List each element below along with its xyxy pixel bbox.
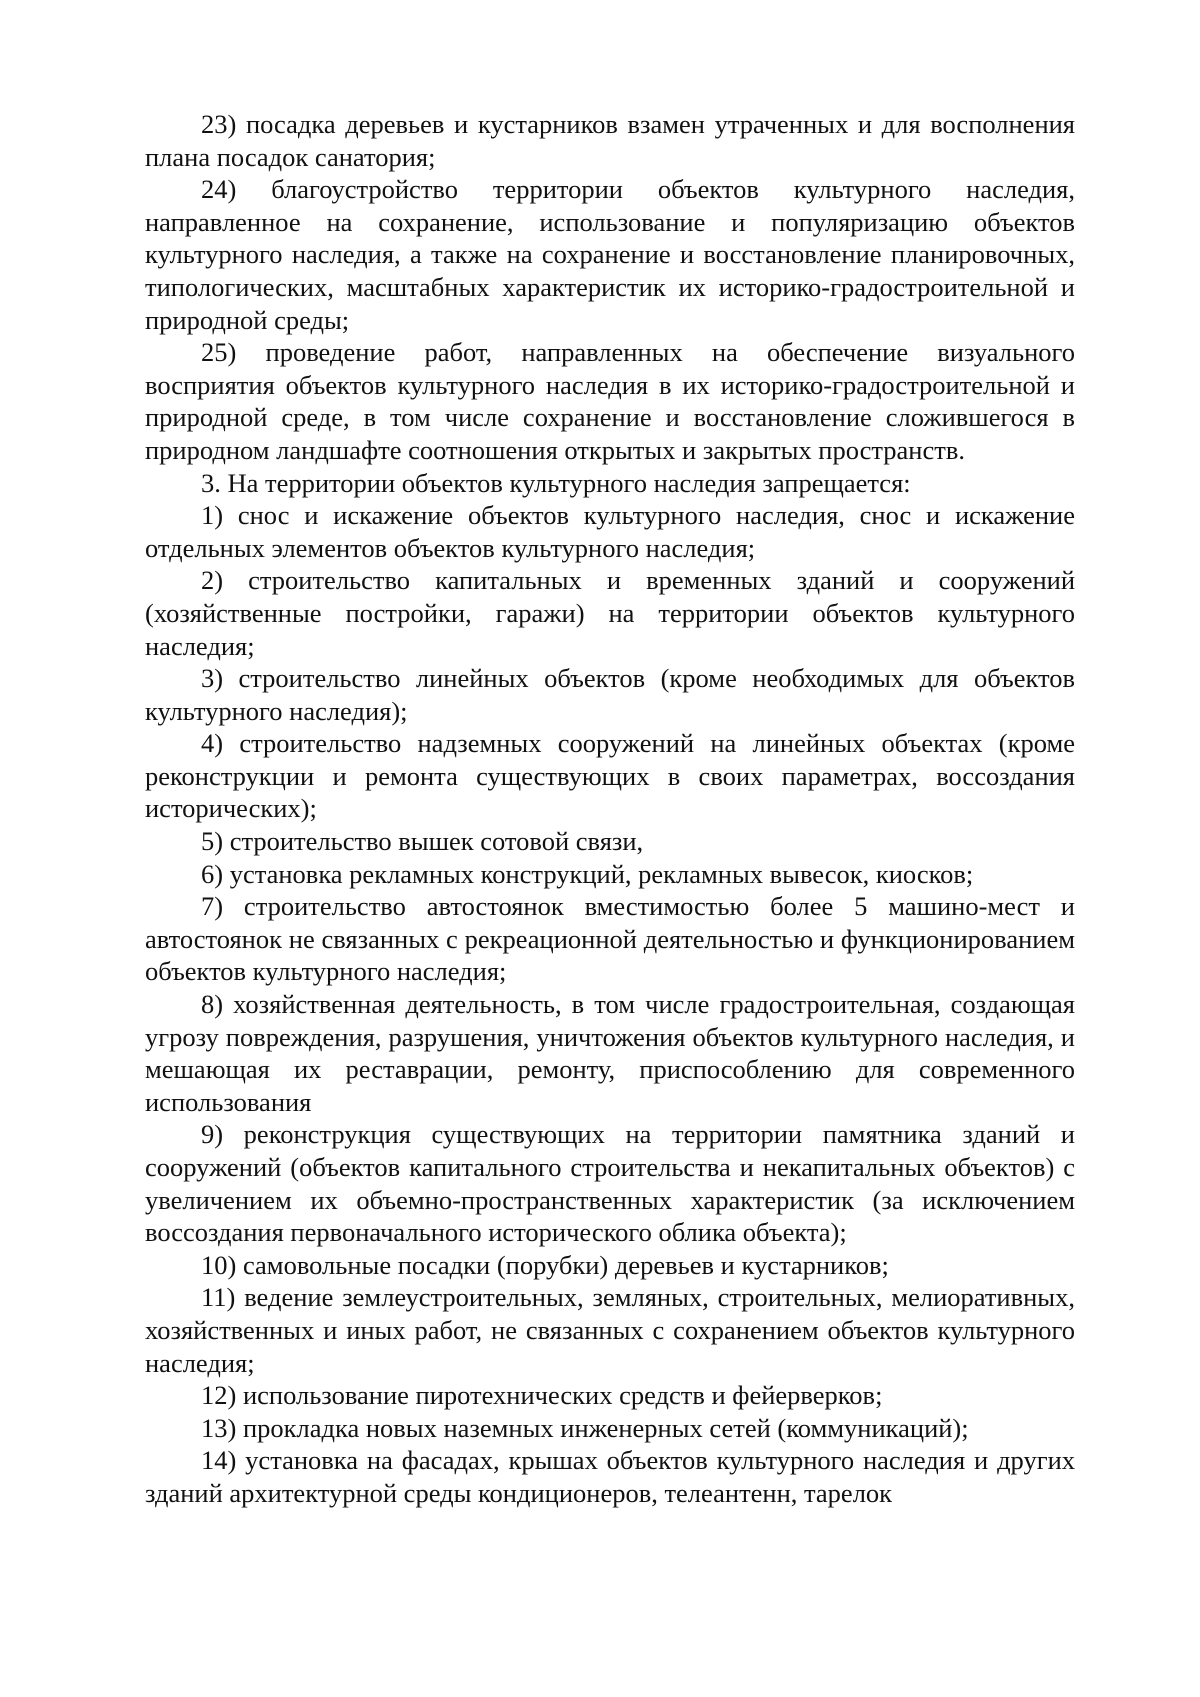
document-page xyxy=(145,108,1075,1510)
prohibition-item-12: 12) использование пиротехнических средств и фейерверков; xyxy=(201,1380,883,1411)
prohibition-item-9: 9) реконструкция существующих на территории памятника зданий и сооружений (объектов капитального строительства и некапитальных объектов) с увеличением их объемно-пространственных характеристик (за исключением воссоздания первоначального исторического облика объекта); xyxy=(145,1119,1075,1248)
paragraph-23: 23) посадка деревьев и кустарников взамен утраченных и для восполнения плана посадок санатория; xyxy=(145,109,1075,172)
prohibition-item-7: 7) строительство автостоянок вместимостью более 5 машино-мест и автостоянок не связанных с рекреационной деятельностью и функционированием объектов культурного наследия; xyxy=(145,891,1075,987)
prohibition-item-2: 2) строительство капитальных и временных зданий и сооружений (хозяйственные постройки, гаражи) на территории объектов культурного наследия; xyxy=(145,565,1075,661)
paragraph-24: 24) благоустройство территории объектов культурного наследия, направленное на сохранение, использование и популяризацию объектов культурного наследия, а также на сохранение и восстановление планировочных, типологических, масштабных характеристик их историко-градостроительной и природной среды; xyxy=(145,174,1075,335)
prohibition-item-8: 8) хозяйственная деятельность, в том числе градостроительная, создающая угрозу повреждения, разрушения, уничтожения объектов культурного наследия, и мешающая их реставрации, ремонту, приспособлению для современного использования xyxy=(145,989,1075,1117)
prohibition-item-10: 10) самовольные посадки (порубки) деревьев и кустарников; xyxy=(201,1249,889,1280)
prohibition-item-3: 3) строительство линейных объектов (кроме необходимых для объектов культурного наследия); xyxy=(145,663,1075,726)
prohibition-item-13: 13) прокладка новых наземных инженерных сетей (коммуникаций); xyxy=(201,1412,969,1443)
prohibition-item-11: 11) ведение землеустроительных, земляных, строительных, мелиоративных, хозяйственных и иных работ, не связанных с сохранением объектов культурного наследия; xyxy=(145,1282,1075,1378)
prohibition-item-6: 6) установка рекламных конструкций, рекламных вывесок, киосков; xyxy=(201,858,974,889)
prohibition-item-1: 1) снос и искажение объектов культурного наследия, снос и искажение отдельных элементов объектов культурного наследия; xyxy=(145,500,1075,563)
prohibition-item-5: 5) строительство вышек сотовой связи, xyxy=(201,826,644,857)
section-3-heading: 3. На территории объектов культурного наследия запрещается: xyxy=(201,467,911,498)
prohibition-item-4: 4) строительство надземных сооружений на линейных объектах (кроме реконструкции и ремонта существующих в своих параметрах, воссоздания исторических); xyxy=(145,728,1075,824)
prohibition-item-14: 14) установка на фасадах, крышах объектов культурного наследия и других зданий архитектурной среды кондиционеров, телеантенн, тарелок xyxy=(145,1445,1075,1508)
paragraph-25: 25) проведение работ, направленных на обеспечение визуального восприятия объектов культурного наследия в их историко-градостроительной и природной среде, в том числе сохранение и восстановление сложившегося в природном ландшафте соотношения открытых и закрытых пространств. xyxy=(145,337,1075,465)
